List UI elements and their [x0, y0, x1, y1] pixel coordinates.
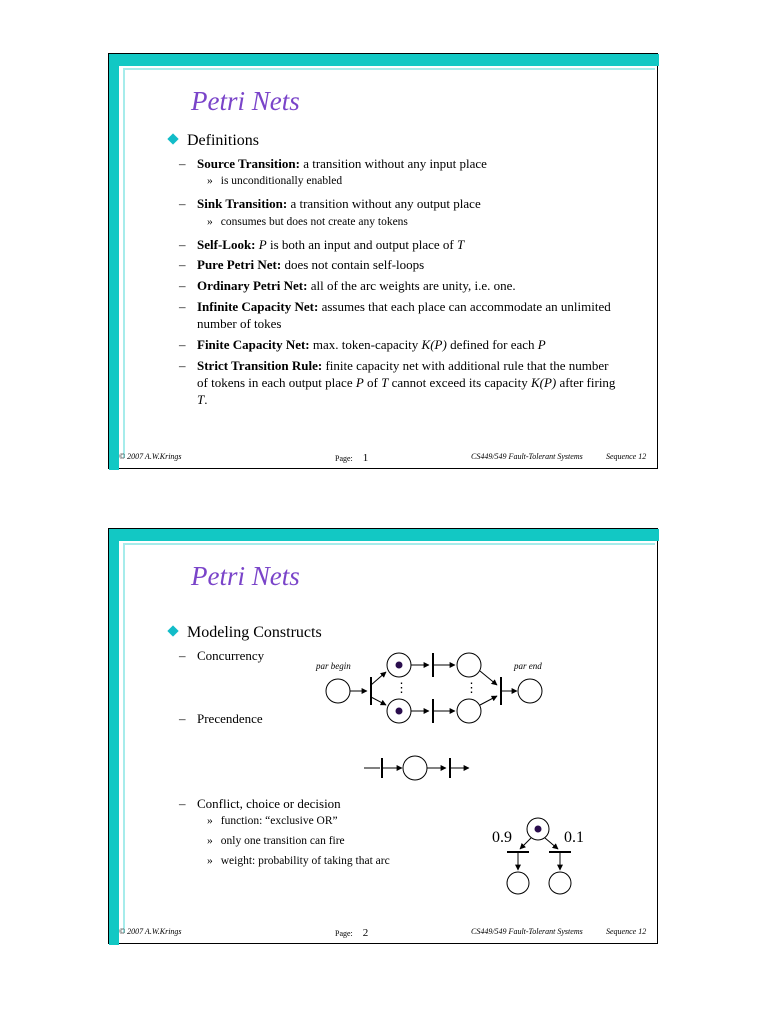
- slide-2: [108, 528, 658, 944]
- slide-top-bar: [109, 54, 659, 66]
- concurrency-diagram: [315, 653, 542, 723]
- place-middle: [403, 756, 427, 780]
- place-left-out: [507, 872, 529, 894]
- footer-course: CS449/549 Fault-Tolerant Systems: [471, 452, 583, 461]
- slide-title: Petri Nets: [191, 561, 300, 591]
- conflict-sub-3: » weight: probability of taking that arc: [207, 855, 390, 867]
- section-heading: [169, 132, 259, 150]
- def-finite-capacity-net: – Finite Capacity Net: max. token-capacity K(P) defined for each P: [179, 337, 546, 352]
- place-start: [326, 679, 350, 703]
- def-infinite-capacity-net: – Infinite Capacity Net: assumes that each place can accommodate an unlimited number of tokes: [179, 299, 611, 331]
- place-lower-2: [457, 699, 481, 723]
- construct-concurrency: – Concurrency: [179, 648, 265, 663]
- def-source-sub: » is unconditionally enabled: [207, 175, 343, 187]
- construct-precedence: – Precendence: [179, 711, 263, 726]
- footer-sequence: Sequence 12: [606, 927, 647, 936]
- footer-page: Page: 2: [335, 927, 369, 939]
- footer-page: Page: 1: [335, 452, 369, 464]
- token-dot: [535, 826, 542, 833]
- token-dot: [396, 708, 403, 715]
- precedence-diagram: [364, 756, 469, 780]
- slide-inner-top-line: [123, 68, 655, 70]
- place-right-out: [549, 872, 571, 894]
- def-pure-petri-net: – Pure Petri Net: does not contain self-loops: [179, 257, 425, 272]
- token-dot: [396, 662, 403, 669]
- def-source-transition: – Source Transition: a transition without any input place: [179, 156, 487, 171]
- par-begin-label: par begin: [316, 661, 351, 671]
- section-label: Modeling Constructs: [187, 624, 322, 641]
- place-end: [518, 679, 542, 703]
- place-upper-2: [457, 653, 481, 677]
- diamond-bullet-icon: [167, 133, 178, 144]
- par-end-label: par end: [514, 661, 542, 671]
- construct-conflict: – Conflict, choice or decision: [179, 796, 341, 811]
- section-label: Definitions: [187, 132, 259, 149]
- def-ordinary-petri-net: – Ordinary Petri Net: all of the arc weights are unity, i.e. one.: [179, 278, 516, 293]
- def-strict-transition-rule: – Strict Transition Rule: finite capacity net with additional rule that the number of tokens in each output place P of T cannot exceed its capacity K(P) after firing T.: [179, 358, 616, 407]
- slide-1: [108, 53, 658, 469]
- svg-text:⋮: ⋮: [465, 680, 478, 695]
- footer-copyright: © 2007 A.W.Krings: [119, 452, 182, 461]
- weight-left-label: 0.9: [492, 829, 512, 846]
- slide-inner-left-line: [123, 68, 125, 458]
- conflict-sub-1: » function: “exclusive OR”: [207, 815, 338, 827]
- def-sink-sub: » consumes but does not create any tokens: [207, 216, 408, 228]
- def-self-look: – Self-Look: P is both an input and output place of T: [179, 237, 465, 252]
- def-sink-transition: – Sink Transition: a transition without any output place: [179, 196, 481, 211]
- conflict-diagram: [492, 818, 584, 894]
- weight-right-label: 0.1: [564, 829, 584, 846]
- conflict-sub-2: » only one transition can fire: [207, 835, 345, 847]
- svg-text:⋮: ⋮: [395, 680, 408, 695]
- footer-course: CS449/549 Fault-Tolerant Systems: [471, 927, 583, 936]
- footer-copyright: © 2007 A.W.Krings: [119, 927, 182, 936]
- slide-title: Petri Nets: [191, 86, 300, 116]
- petri-net-diagrams: [109, 529, 659, 945]
- footer-sequence: Sequence 12: [606, 452, 647, 461]
- slide-left-bar: [109, 54, 119, 470]
